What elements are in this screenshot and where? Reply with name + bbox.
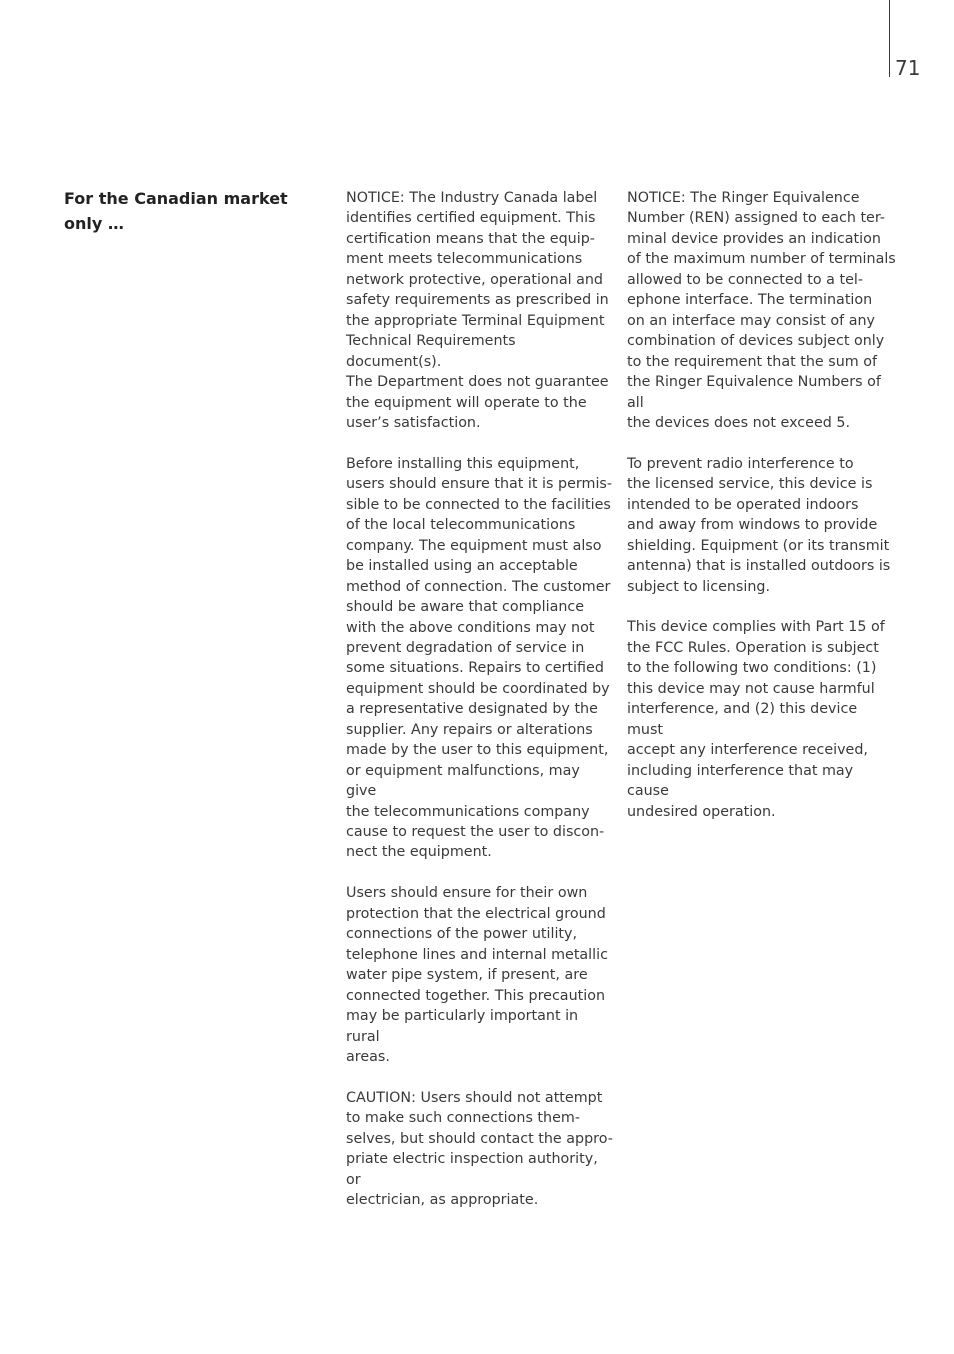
page-number: 71 bbox=[895, 56, 921, 80]
paragraph-fcc-compliance: This device complies with Part 15 of the FCC Rules. Operation is subject to the following two conditions: (1) this device may not cause harmful interference, and (2) this device must accept any interference received, including interference that may cause undesired operation. bbox=[627, 619, 885, 820]
paragraph-industry-canada-notice: NOTICE: The Industry Canada label identifies certified equipment. This certification means that the equip- ment meets telecommunications network protective, operational and safety requirements as prescribed in the appropriate Terminal Equipment Technical Requirements document(s). The Department does not guarantee the equipment will operate to the user’s satisfaction. bbox=[346, 190, 609, 431]
page-number-rule bbox=[889, 0, 890, 77]
paragraph-caution: CAUTION: Users should not attempt to make such connections them- selves, but should contact the appro- priate electric inspection authority, or electrician, as appropriate. bbox=[346, 1089, 613, 1209]
paragraph-radio-interference: To prevent radio interference to the licensed service, this device is intended to be operated indoors and away from windows to provide shielding. Equipment (or its transmit antenna) that is installed outdoors is subject to licensing. bbox=[627, 455, 891, 595]
paragraph-installation-requirements: Before installing this equipment, users should ensure that it is permis- sible to be connected to the facilities of the local telecommunications company. The equipment must also be installed using an acceptable method of connection. The customer should be aware that compliance with the above conditions may not prevent degradation of service in some situations. Repairs to certified equipment should be coordinated by a representative designated by the supplier. Any repairs or alterations made by the user to this equipment, or equipment malfunctions, may give the telecommunications company cause to request the user to discon- nect the equipment. bbox=[346, 455, 613, 861]
paragraph-ren-notice: NOTICE: The Ringer Equivalence Number (REN) assigned to each ter- minal device provides an indication of the maximum number of terminals allowed to be connected to a tel- ephone interface. The termination on an interface may consist of any combination of devices subject only to the requirement that the sum of the Ringer Equivalence Numbers of all the devices does not exceed 5. bbox=[627, 190, 896, 431]
section-heading: For the Canadian market only … bbox=[64, 189, 288, 233]
text-column-right bbox=[627, 188, 897, 842]
paragraph-electrical-ground: Users should ensure for their own protection that the electrical ground connections of the power utility, telephone lines and internal metallic water pipe system, if present, are connected together. This precaution may be particularly important in rural areas. bbox=[346, 885, 608, 1065]
text-column-left bbox=[346, 188, 614, 1231]
